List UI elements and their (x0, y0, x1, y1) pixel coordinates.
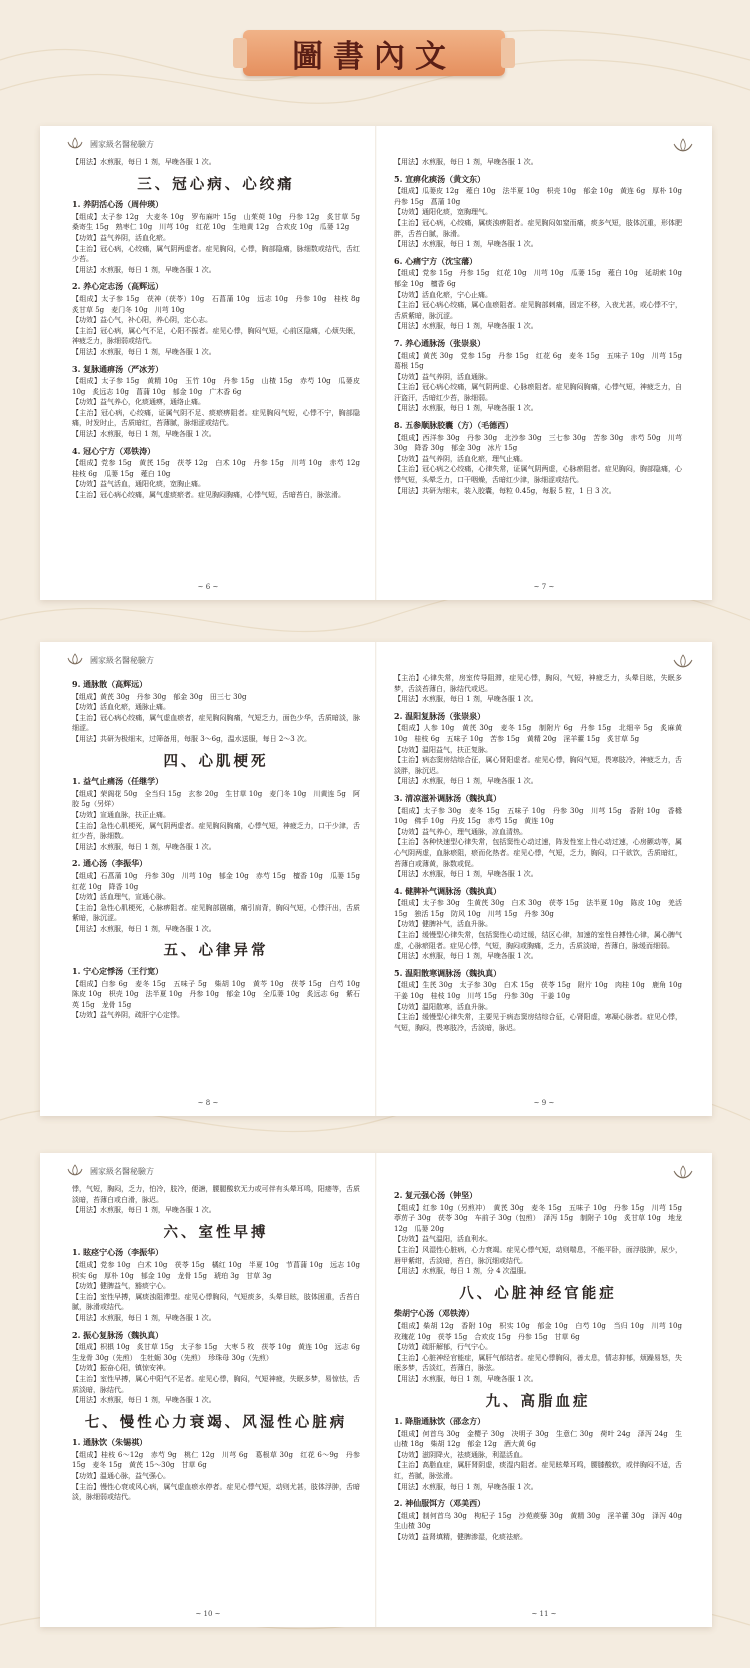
paragraph: 【功效】温阳益气，扶正复脉。 (394, 745, 492, 754)
header-brand-text: 國家級名醫秘驗方 (90, 656, 154, 665)
paragraph: 【用法】共研为细末，装入胶囊，每粒 0.45g，每服 5 粒，1 日 3 次。 (394, 486, 616, 495)
formula-title: 3. 清凉滋补调脉汤（魏执真） (394, 792, 502, 803)
paragraph: 【功效】健脾益气，豁痰宁心。 (72, 1282, 170, 1291)
paragraph: 【主治】慢性心衰或风心病，属气虚血瘀水停者。症见心悸气短，动则尤甚，肢体浮肿，舌暗淡，脉细弱或结代。 (72, 1482, 360, 1502)
paragraph: 【用法】水煎服，每日 1 剂，早晚各服 1 次。 (394, 1482, 538, 1491)
paragraph: 【功效】益气养阴，活血通脉。 (394, 372, 492, 381)
paragraph: 【用法】水煎服，每日 1 剂，早晚各服 1 次。 (72, 842, 216, 851)
paragraph: 【组成】柴胡 12g 香附 10g 枳实 10g 郁金 10g 白芍 10g 当归 10g 川芎 10g 玫瑰花 10g 茯苓 15g 合欢皮 15g 丹参 15g 甘草 6g (394, 1321, 689, 1341)
paragraph: 【组成】太子参 15g 黄精 10g 玉竹 10g 丹参 15g 山楂 15g 赤芍 10g 瓜蒌皮 10g 炙远志 10g 菖蒲 10g 郁金 10g 广木香 6g (72, 377, 360, 396)
paragraph: 【功效】疏肝解郁，行气宁心。 (394, 1343, 492, 1352)
section-banner (243, 30, 505, 76)
paragraph: 【组成】党参 10g 白术 10g 茯苓 15g 橘红 10g 半夏 10g 节菖蒲 10g 远志 10g 枳实 6g 厚朴 10g 郁金 10g 龙骨 15g 琥珀 3g 甘草 3g (72, 1260, 367, 1280)
paragraph: 【主治】急性心肌梗死，心脉痹阻者。症见胸部剧痛，痛引肩背，胸闷气短，心悸汗出，舌质紫暗，脉沉涩。 (72, 903, 360, 923)
formula-title: 2. 通心汤（李振华） (72, 858, 148, 869)
page-number: ~ 11 ~ (531, 1610, 557, 1618)
section-heading: 四、心肌梗死 (163, 752, 269, 770)
page-10-content (72, 1153, 367, 1503)
paragraph: 【主治】冠心病心绞痛，属气阴两虚、心脉瘀阻者。症见胸闷胸痛，心悸气短，神疲乏力，自汗盗汗，舌暗红少苔，脉细弱。 (394, 383, 682, 402)
paragraph: 【主治】风湿性心脏病，心力衰竭。症见心悸气短，动则喘息，不能平卧，面浮肢肿，尿少，唇甲紫绀，舌淡暗，苔白，脉沉细或结代。 (394, 1245, 682, 1265)
formula-title: 2. 养心定志汤（高辉远） (72, 281, 164, 292)
paragraph: 【组成】太子参 30g 生黄芪 30g 白术 30g 茯苓 15g 法半夏 10g 陈皮 10g 羌活 15g 独活 15g 防风 10g 川芎 15g 丹参 30g (394, 899, 682, 918)
book-spread-1 (40, 126, 712, 600)
paragraph: 【组成】太子参 30g 麦冬 15g 五味子 10g 丹参 30g 川芎 15g 香附 10g 香橼 10g 佛手 10g 丹皮 15g 赤芍 15g 黄连 10g (394, 806, 682, 826)
page-6-content (72, 126, 367, 501)
formula-title: 1. 降脂通脉饮（邵念方） (394, 1416, 486, 1427)
paragraph: 【组成】白参 6g 麦冬 15g 五味子 5g 柴胡 10g 黄芩 10g 茯苓 15g 白芍 10g 陈皮 10g 枳壳 10g 法半夏 10g 丹参 10g 郁金 10g 全瓜蒌 10g 炙远志 6g 紫石英 15g 龙骨 15g (72, 979, 367, 1009)
paragraph: 【功效】活血化瘀，通脉止痛。 (72, 703, 170, 712)
paragraph: 【功效】宣通血脉，扶正止痛。 (72, 810, 170, 819)
paragraph: 【用法】水煎服，每日 1 剂，早晚各服 1 次。 (72, 1206, 216, 1215)
paragraph: 【功效】益气温阳，活血利水。 (394, 1235, 492, 1244)
paragraph: 【功效】健脾补气，活血升脉。 (394, 920, 492, 929)
formula-title: 柴胡宁心汤（邓铁涛） (394, 1308, 474, 1319)
book-spread-3 (40, 1153, 712, 1627)
header-brand-text: 國家級名醫秘驗方 (90, 140, 154, 149)
paragraph: 【主治】缓慢型心律失常，主要见于病态窦房结综合征，心肾阳虚，寒凝心脉者。症见心悸，气短，胸闷，畏寒肢冷，舌淡暗，脉迟。 (394, 1013, 682, 1032)
paragraph: 【用法】水煎服，每日 1 剂，分 4 次温服。 (394, 1267, 531, 1276)
section-heading: 三、冠心病、心绞痛 (137, 175, 295, 193)
formula-title: 1. 养阴活心汤（周仲瑛） (72, 199, 164, 210)
formula-title: 9. 通脉散（高辉远） (72, 679, 148, 689)
paragraph: 【用法】水煎服，每日 1 剂，早晚各服 1 次。 (394, 322, 538, 331)
paragraph: 【组成】桂枝 6～12g 赤芍 9g 桃仁 12g 川芎 6g 葛根草 30g 红花 6～9g 丹参 15g 麦冬 15g 黄芪 15～30g 甘草 6g (72, 1450, 360, 1470)
paragraph: 【主治】心脏神经官能症，属肝气郁结者。症见心悸胸闷，善太息，情志抑郁，烦躁易怒，失眠多梦，舌淡红，苔薄白，脉弦。 (394, 1353, 682, 1373)
paragraph: 【组成】党参 15g 黄芪 15g 茯苓 12g 白术 10g 丹参 15g 川芎 10g 赤芍 12g 桂枝 6g 瓜蒌 15g 薤白 10g (72, 459, 367, 478)
paragraph: 【用法】水煎服，每日 1 剂，早晚各服 1 次。 (72, 1313, 216, 1322)
paragraph: 【组成】何首乌 30g 金樱子 30g 决明子 30g 生意仁 30g 荷叶 24g 泽泻 24g 生山楂 18g 柴胡 12g 郁金 12g 酒大黄 6g (394, 1429, 682, 1449)
paragraph: 【功效】益心气，补心阳，养心阴，定心志。 (72, 316, 212, 325)
paragraph: 【用法】水煎服，每日 1 剂，早晚各服 1 次。 (72, 924, 216, 933)
paragraph: 【主治】急性心肌梗死，属气阴两虚者。症见胸闷胸痛，心悸气短，神疲乏力，口干少津，舌红少苔，脉细数。 (72, 821, 360, 841)
formula-title: 1. 通脉饮（朱锡祺） (72, 1437, 148, 1448)
page-number: ~ 9 ~ (533, 1099, 555, 1107)
paragraph: 【用法】共研为极细末，过筛备用，每服 3～6g，温水送服，每日 2～3 次。 (72, 734, 311, 743)
formula-title: 4. 健脾补气调脉汤（魏执真） (394, 885, 502, 896)
paragraph: 【主治】各种快速型心律失常，包括窦性心动过速，阵发性室上性心动过速，心房颤动等，属心气阴两虚，血脉瘀阻，瘀而化热者。症见心悸，气短，乏力，胸闷，口干欲饮，舌质暗红，苔薄白或薄黄，脉数或促。 (394, 838, 682, 868)
page-number: ~ 6 ~ (197, 583, 219, 591)
page-number: ~ 7 ~ (533, 583, 555, 591)
paragraph: 【主治】冠心病心绞痛，属气虚痰瘀者。症见胸闷胸痛，心悸气短，舌暗苔白，脉弦滑。 (72, 491, 345, 500)
paragraph: 【组成】党参 15g 丹参 15g 红花 10g 川芎 10g 瓜蒌 15g 薤白 10g 延胡索 10g 郁金 10g 檀香 6g (394, 269, 689, 288)
formula-title: 8. 五参顺脉胶囊（方）（毛德西） (394, 420, 514, 431)
paragraph: 【功效】活血化瘀，宁心止痛。 (394, 290, 492, 299)
section-heading: 五、心律异常 (163, 942, 269, 960)
page-6 (40, 126, 376, 600)
paragraph: 【用法】水煎服，每日 1 剂，早晚各服 1 次。 (394, 404, 538, 413)
page-9 (376, 642, 712, 1116)
paragraph: 【主治】心律失常，房室传导阻滞，症见心悸，胸闷，气短，神疲乏力，头晕目眩，失眠多梦，舌淡苔薄白，脉结代或迟。 (394, 674, 682, 693)
paragraph: 【组成】红参 10g（另煎冲） 黄芪 30g 麦冬 15g 五味子 10g 丹参 15g 川芎 15g 葶苈子 30g 茯苓 30g 车前子 30g（包煎） 泽泻 15g 制附子 10g 炙甘草 10g 地龙 12g 瓜蒌 20g (394, 1203, 689, 1233)
formula-title: 3. 复脉通痹汤（严冰芳） (72, 363, 164, 374)
paragraph: 【组成】太子参 15g 茯神（茯苓）10g 石菖蒲 10g 远志 10g 丹参 10g 桂枝 8g 炙甘草 5g 麦门冬 10g 川芎 10g (72, 294, 367, 314)
paragraph: 【组成】黄芪 30g 党参 15g 丹参 15g 红花 6g 麦冬 15g 五味子 10g 川芎 15g 葛根 15g (394, 351, 689, 371)
formula-title: 5. 宣痹化痰汤（黄文东） (394, 173, 486, 184)
paragraph: 【功效】滋阴降火，祛痰通脉，利湿活血。 (394, 1450, 527, 1459)
paragraph: 【组成】荣阁花 50g 全当归 15g 玄参 20g 生甘草 10g 麦门冬 10g 川黄连 5g 阿胶 5g（另烊） (72, 789, 360, 809)
paragraph: 【功效】温阳散寒，活血升脉。 (394, 1002, 492, 1011)
formula-title: 6. 心痛宁方（沈宝藩） (394, 255, 478, 266)
section-heading: 八、心脏神经官能症 (459, 1284, 617, 1302)
page-8 (40, 642, 376, 1116)
paragraph: 【功效】温通心脉，益气强心。 (72, 1472, 170, 1481)
paragraph: 【用法】水煎服，每日 1 剂，早晚各服 1 次。 (72, 1396, 216, 1405)
formula-title: 1. 眩痉宁心汤（李振华） (72, 1247, 164, 1258)
paragraph: 【主治】冠心病心绞痛，属气虚血瘀者，症见胸闷胸痛，气短乏力，面色少华，舌质暗淡，脉细涩。 (72, 713, 360, 733)
paragraph: 【用法】水煎服，每日 1 剂，早晚各服 1 次。 (394, 240, 538, 249)
formula-title: 2. 振心复脉汤（魏执真） (72, 1329, 164, 1340)
paragraph: 【用法】水煎服，每日 1 剂，早晚各服 1 次。 (394, 158, 538, 166)
paragraph: 【用法】水煎服，每日 1 剂，早晚各服 1 次。 (394, 695, 538, 704)
paragraph: 【功效】益气养阴，疏肝宁心定悸。 (72, 1011, 184, 1020)
paragraph: 【主治】冠心病，心绞痛，证属气阴不足、痰瘀痹阻者。症见胸闷气短，心悸不宁，胸部隐痛，时发时止，舌质暗红，苔薄腻，脉细涩或结代。 (72, 408, 360, 428)
page-11 (376, 1153, 712, 1627)
formula-title: 1. 益气止痛汤（任继学） (72, 776, 164, 787)
paragraph: 【组成】西洋参 30g 丹参 30g 北沙参 30g 三七参 30g 苦参 30g 赤芍 50g 川芎 30g 降香 30g 郁金 30g 冰片 15g (394, 433, 682, 453)
formula-title: 7. 养心通脉汤（张崇泉） (394, 337, 486, 348)
paragraph: 【主治】病态窦房结综合征，属心肾阳虚者。症见心悸，胸闷气短，畏寒肢冷，神疲乏力，舌淡胖，脉沉迟。 (394, 756, 682, 775)
paragraph: 【功效】益气养心，化痰通痹，通络止痛。 (72, 398, 205, 407)
paragraph: 【主治】冠心病之心绞痛，心律失常，证属气阴两虚，心脉瘀阻者。症见胸闷，胸部隐痛，心悸气短，头晕乏力，口干咽燥，舌暗红少津，脉细涩或结代。 (394, 465, 682, 485)
paragraph: 【用法】水煎服，每日 1 剂，早晚各服 1 次。 (72, 158, 216, 166)
paragraph: 【功效】益气养阴，活血化瘀，理气止痛。 (394, 454, 527, 463)
paragraph: 【主治】冠心病，属心气不足，心阳不振者。症见心悸，胸闷气短，心前区隐痛，心烦失眠，神疲乏力，脉细弱或结代。 (72, 326, 360, 346)
paragraph: 【用法】水煎服，每日 1 剂，早晚各服 1 次。 (394, 777, 538, 786)
header-brand-text: 國家級名醫秘驗方 (90, 1167, 154, 1176)
paragraph: 【主治】室性早搏，属痰浊阻滞型。症见心悸胸闷，气短痰多，头晕目眩，肢体困重，舌苔白腻，脉滑或结代。 (72, 1292, 360, 1312)
book-spread-2 (40, 642, 712, 1116)
formula-title: 2. 复元强心汤（钟坚） (394, 1190, 478, 1200)
banner-title: 圖書內文 (292, 38, 456, 75)
page-11-content (394, 1153, 689, 1543)
paragraph: 【功效】益气活血，通阳化痰，宽胸止痛。 (72, 480, 205, 489)
paragraph: 【组成】石菖蒲 10g 丹参 30g 川芎 10g 郁金 10g 赤芍 15g 檀香 10g 瓜蒌 15g 红花 10g 降香 10g (72, 871, 367, 891)
page-10 (40, 1153, 376, 1627)
page-number: ~ 10 ~ (195, 1610, 221, 1618)
paragraph: 【主治】冠心病，心绞痛，属气阴两虚者。症见胸闷，心悸，胸部隐痛，脉细数或结代，舌红少苔。 (72, 244, 360, 264)
paragraph: 【用法】水煎服，每日 1 剂，早晚各服 1 次。 (394, 952, 538, 961)
paragraph: 悸，气短，胸闷，乏力，怕冷，肢冷，便溏，腰腿酸软无力或可伴有头晕耳鸣，阳痿等，舌质淡暗，苔薄白或白滑，脉迟。 (72, 1185, 360, 1204)
paragraph: 【功效】益肾填精，健脾渗湿，化痰祛瘀。 (394, 1533, 527, 1542)
paragraph: 【主治】冠心病，心绞痛，属痰浊痹阻者。症见胸闷如窒而痛，痰多气短，肢体沉重，形体肥胖，舌苔白腻，脉滑。 (394, 218, 682, 238)
page-9-content (394, 642, 689, 1033)
paragraph: 【组成】枳椇 10g 炙甘草 15g 太子参 15g 大枣 5 枚 茯苓 10g 黄连 10g 远志 6g 生龙骨 30g（先煎） 生牡蛎 30g（先煎） 珍珠母 30g（先煎） (72, 1343, 367, 1362)
paragraph: 【用法】水煎服，每日 1 剂，早晚各服 1 次。 (394, 870, 538, 879)
paragraph: 【功效】益气养心，理气通脉，凉血清热。 (394, 827, 527, 836)
paragraph: 【组成】人参 10g 黄芪 30g 麦冬 15g 制附片 6g 丹参 15g 北细辛 5g 炙麻黄 10g 桂枝 6g 五味子 10g 苦参 15g 黄精 20g 淫羊藿 15g 炙甘草 5g (394, 724, 682, 743)
paragraph: 【组成】黄芪 30g 丹参 30g 郁金 30g 田三七 30g (72, 692, 247, 701)
paragraph: 【组成】制何首乌 30g 枸杞子 15g 沙苑蒺藜 30g 黄精 30g 淫羊藿 30g 泽泻 40g 生山楂 30g (394, 1511, 689, 1531)
page-8-content (72, 642, 367, 1021)
paragraph: 【用法】水煎服，每日 1 剂，早晚各服 1 次。 (72, 265, 216, 274)
paragraph: 【主治】高脂血症，属肝肾阴虚，痰湿内阻者。症见眩晕耳鸣，腰膝酸软，或伴胸闷不适，舌红，苔腻，脉弦滑。 (394, 1461, 682, 1481)
formula-title: 1. 宁心定悸汤（王行宽） (72, 966, 164, 977)
section-heading: 七、慢性心力衰竭、风湿性心脏病 (84, 1413, 348, 1431)
section-heading: 九、高脂血症 (485, 1392, 591, 1410)
paragraph: 【功效】通阳化痰，宽胸理气。 (394, 208, 492, 217)
page-7 (376, 126, 712, 600)
section-heading: 六、室性早搏 (163, 1223, 269, 1241)
paragraph: 【组成】生芪 30g 太子参 30g 白术 15g 茯苓 15g 附片 10g 肉桂 10g 鹿角 10g 干姜 10g 桂枝 10g 川芎 15g 丹参 30g 干姜 10g (394, 981, 689, 1001)
paragraph: 【组成】太子参 12g 大麦冬 10g 罗布麻叶 15g 山茱萸 10g 丹参 12g 炙甘草 5g 桑寄生 15g 熟枣仁 10g 川芎 10g 红花 10g 生地黄 12g 合欢皮 10g 瓜蒌 12g (72, 212, 367, 232)
formula-title: 4. 冠心宁方（邓铁涛） (72, 445, 156, 456)
paragraph: 【用法】水煎服，每日 1 剂，早晚各服 1 次。 (72, 347, 216, 356)
paragraph: 【功效】振奋心阳，镇惊安神。 (72, 1364, 170, 1373)
formula-title: 2. 神仙服饵方（邓美西） (394, 1498, 486, 1509)
page-7-content (394, 126, 689, 496)
paragraph: 【功效】活血理气，宣通心脉。 (72, 893, 170, 902)
paragraph: 【主治】冠心病心绞痛，属心血瘀阻者。症见胸部刺痛，固定不移，入夜尤甚，或心悸不宁，舌质紫暗，脉沉涩。 (394, 301, 682, 320)
paragraph: 【用法】水煎服，每日 1 剂，早晚各服 1 次。 (394, 1374, 538, 1383)
page-number: ~ 8 ~ (197, 1099, 219, 1107)
paragraph: 【组成】瓜蒌皮 12g 薤白 10g 法半夏 10g 枳壳 10g 郁金 10g 黄连 6g 厚朴 10g 丹参 15g 菖蒲 10g (394, 187, 689, 206)
formula-title: 5. 温阳散寒调脉汤（魏执真） (394, 967, 502, 978)
paragraph: 【主治】室性早搏，属心中阳气不足者。症见心悸，胸闷，气短神疲，失眠多梦，易惊怯，舌质淡暗，脉结代。 (72, 1374, 360, 1394)
formula-title: 2. 温阳复脉汤（张崇泉） (394, 710, 486, 721)
paragraph: 【功效】益气养阴，活血化瘀。 (72, 233, 170, 242)
paragraph: 【主治】缓慢型心律失常，包括窦性心动过缓，结区心律，加速的室性自搏性心律，属心脾气虚，心脉瘀阻者。症见心悸，气短，胸闷或胸痛，乏力，舌质淡暗，苔薄白，脉缓而细弱。 (394, 931, 682, 950)
paragraph: 【用法】水煎服，每日 1 剂，早晚各服 1 次。 (72, 430, 216, 439)
